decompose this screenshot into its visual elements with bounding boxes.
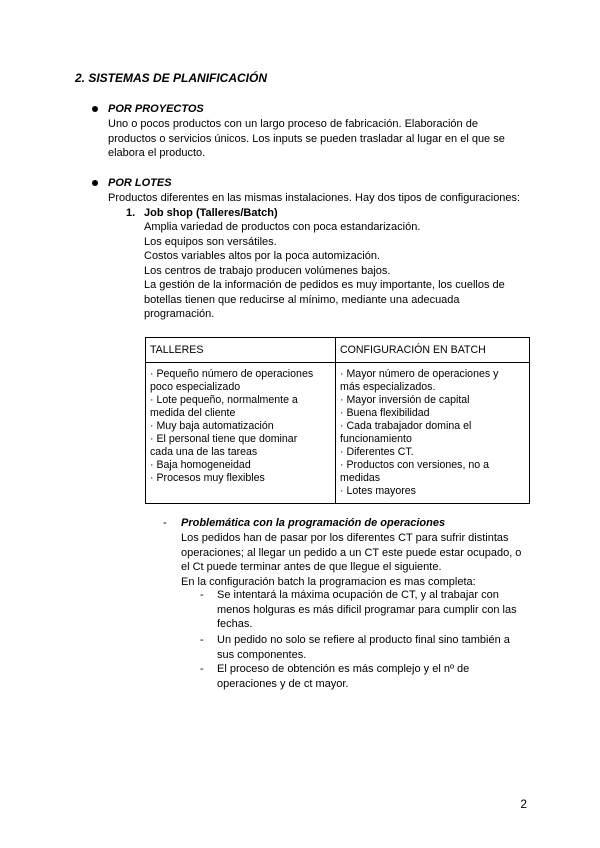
- cell-line: · Productos con versiones, no a: [340, 459, 489, 471]
- problem-title: Problemática con la programación de operaciones: [181, 517, 446, 529]
- item-number: 1.: [126, 207, 136, 219]
- cell-line: cada una de las tareas: [150, 446, 258, 458]
- subitem-text: [217, 662, 469, 691]
- header-talleres: TALLERES: [146, 338, 336, 363]
- text-line: Amplia variedad de productos con poca estandarización.: [144, 221, 421, 233]
- cell-line: · Procesos muy flexibles: [150, 472, 265, 484]
- text-line: Uno o pocos productos con un largo proceso de fabricación. Elaboración de: [108, 118, 478, 130]
- text-line: Un pedido no solo se refiere al producto final sino también a: [217, 634, 510, 646]
- cell-line: · Mayor número de operaciones y: [340, 368, 499, 380]
- text-line: El proceso de obtención es más complejo y el nº de: [217, 663, 470, 675]
- text-line: sus componentes.: [217, 648, 307, 661]
- text-line: botellas tienen que reducirse al mínimo, mediante una adecuada: [144, 293, 460, 306]
- text-line: La gestión de la información de pedidos es muy importante, los cuellos de: [144, 279, 505, 291]
- dash-marker: -: [163, 517, 167, 529]
- job-shop-title: Job shop (Talleres/Batch): [144, 207, 278, 219]
- cell-line: · Muy baja automatización: [150, 420, 274, 432]
- text-line: Los pedidos han de pasar por los diferentes CT para sufrir distintas: [181, 532, 509, 544]
- cell-line: medidas: [340, 472, 381, 484]
- lotes-intro: Productos diferentes en las mismas instalaciones. Hay dos tipos de configuraciones:: [108, 192, 521, 204]
- problem-text: [181, 531, 521, 589]
- cell-line: · Buena flexibilidad: [340, 407, 430, 419]
- page-number: 2: [520, 797, 527, 811]
- batch-cell: [336, 363, 530, 504]
- cell-line: · Baja homogeneidad: [150, 459, 251, 471]
- talleres-cell: [146, 363, 336, 504]
- comparison-table: [145, 337, 530, 504]
- job-shop-text: [144, 220, 505, 322]
- text-line: el Ct puede terminar antes de que llegue el siguiente.: [181, 561, 442, 573]
- proyectos-title: POR PROYECTOS: [108, 103, 204, 115]
- text-line: productos o servicios únicos. Los inputs se pueden trasladar al lugar en el que se: [108, 132, 505, 145]
- dash-marker: -: [200, 589, 204, 601]
- text-line: Los centros de trabajo producen volúmenes bajos.: [144, 264, 391, 277]
- table-header-row: [146, 338, 530, 363]
- bullet-icon: [92, 180, 98, 186]
- text-line: operaciones y de ct mayor.: [217, 677, 349, 690]
- cell-line: · Cada trabajador domina el: [340, 420, 472, 432]
- cell-line: · Pequeño número de operaciones: [150, 368, 314, 380]
- text-line: operaciones; al llegar un pedido a un CT este puede estar ocupado, o: [181, 546, 522, 559]
- text-line: programación.: [144, 308, 215, 320]
- text-line: Se intentará la máxima ocupación de CT, y al trabajar con: [217, 589, 499, 601]
- subitem-text: [217, 588, 517, 632]
- cell-line: poco especializado: [150, 381, 241, 393]
- cell-line: funcionamiento: [340, 433, 412, 445]
- cell-line: · Diferentes CT.: [340, 446, 414, 458]
- cell-line: más especializados.: [340, 381, 436, 393]
- proyectos-text: [108, 117, 505, 161]
- bullet-icon: [92, 106, 98, 112]
- cell-line: · Lote pequeño, normalmente a: [150, 394, 298, 406]
- dash-marker: -: [200, 663, 204, 675]
- text-line: menos holguras es más dificil programar para cumplir con las: [217, 603, 517, 616]
- header-batch: CONFIGURACIÓN EN BATCH: [336, 338, 530, 363]
- subitem-text: [217, 633, 510, 662]
- cell-line: medida del cliente: [150, 407, 236, 419]
- text-line: Los equipos son versátiles.: [144, 235, 277, 248]
- section-heading: 2. SISTEMAS DE PLANIFICACIÓN: [75, 71, 268, 85]
- cell-line: · Mayor inversión de capital: [340, 394, 470, 406]
- text-line: fechas.: [217, 618, 253, 630]
- text-line: En la configuración batch la programacion es mas completa:: [181, 575, 476, 588]
- text-line: Costos variables altos por la poca automización.: [144, 250, 381, 262]
- cell-line: · Lotes mayores: [340, 485, 416, 497]
- table-row: [146, 363, 530, 504]
- cell-line: · El personal tiene que dominar: [150, 433, 298, 445]
- text-line: elabora el producto.: [108, 147, 206, 159]
- lotes-title: POR LOTES: [108, 177, 172, 189]
- dash-marker: -: [200, 634, 204, 646]
